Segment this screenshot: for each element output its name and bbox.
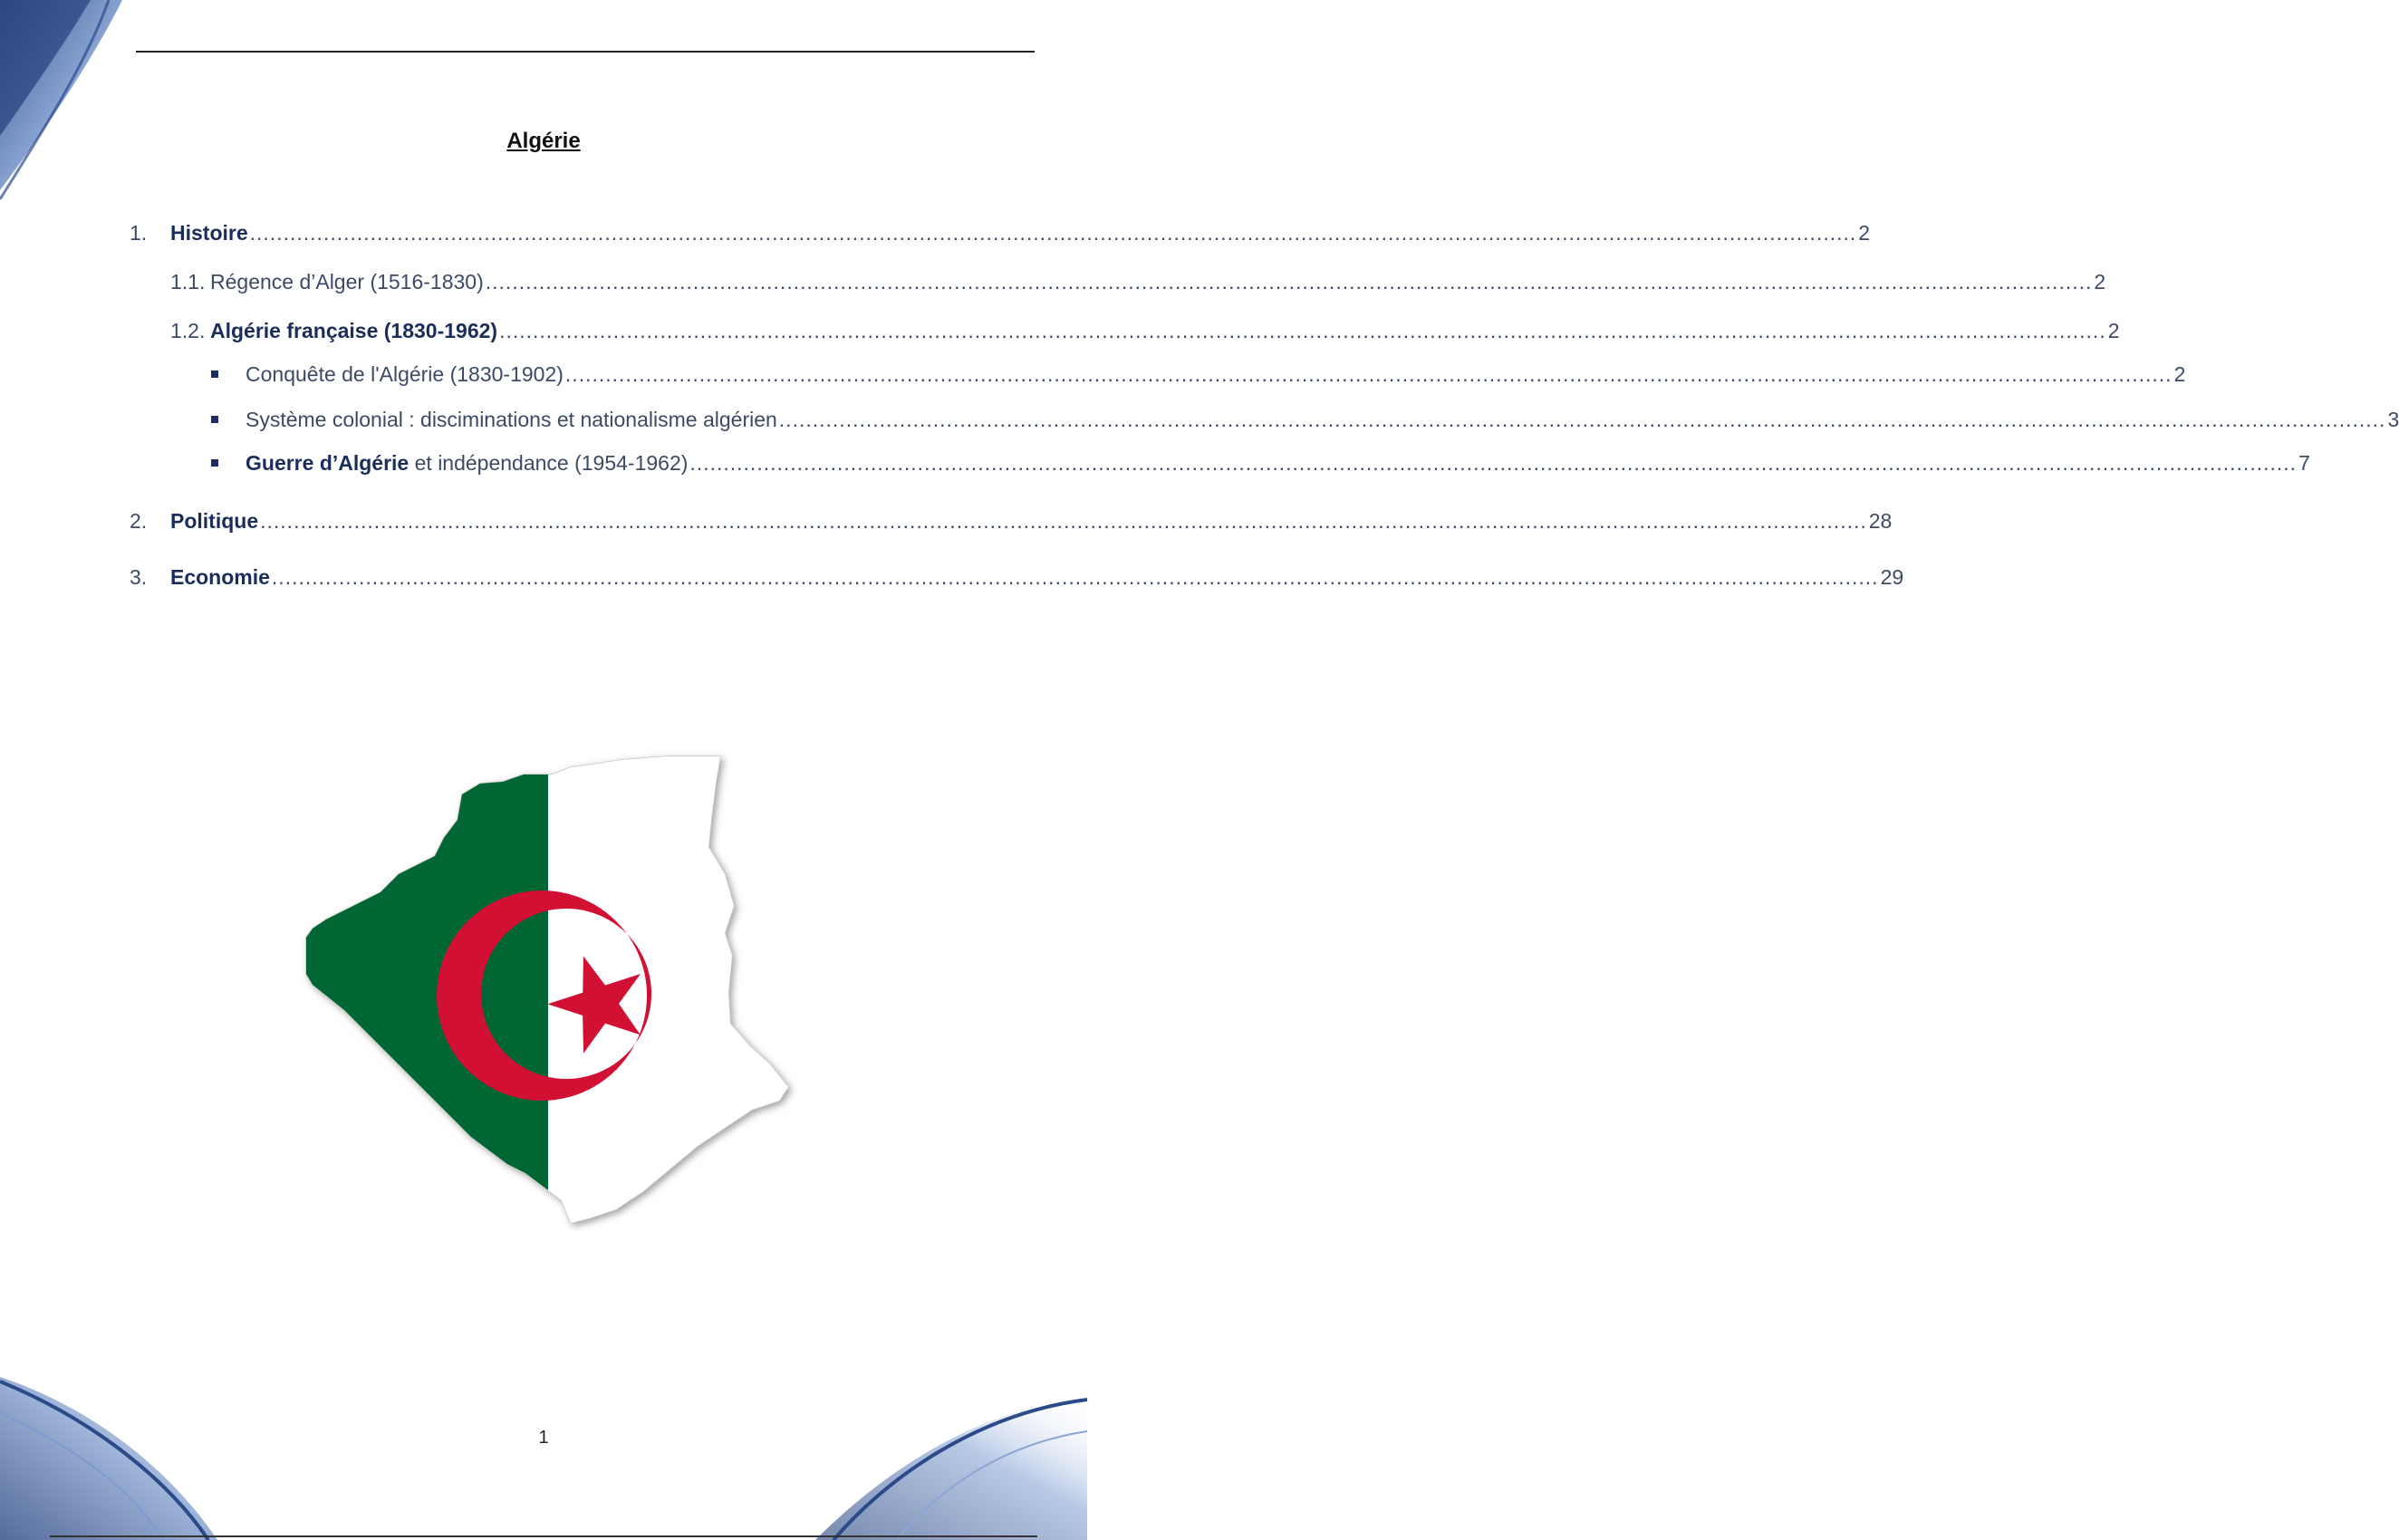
toc-label: Histoire bbox=[170, 221, 248, 245]
algeria-flag-map bbox=[299, 747, 806, 1255]
toc-number: 1. bbox=[130, 221, 148, 245]
toc-page-number: 2 bbox=[2094, 270, 2106, 294]
page-number: 1 bbox=[538, 1428, 549, 1448]
toc-entry-systeme-colonial[interactable] bbox=[211, 406, 2399, 433]
toc-page-number: 2 bbox=[2107, 319, 2120, 342]
toc-entry-guerre[interactable] bbox=[211, 449, 2310, 476]
toc-entry-economie[interactable] bbox=[130, 563, 1904, 591]
toc-leader: ................................................................................................................................................................................................................................................ bbox=[689, 451, 2298, 475]
toc-page-number: 29 bbox=[1880, 565, 1904, 589]
toc-label: Economie bbox=[170, 565, 270, 589]
toc-label: Régence d’Alger (1516-1830) bbox=[210, 270, 484, 294]
flag-green-band bbox=[299, 747, 548, 1255]
toc-leader: ................................................................................................................................................................................................................................................ bbox=[778, 408, 2386, 431]
bottom-right-swoosh bbox=[815, 1395, 1087, 1540]
toc-leader: ................................................................................................................................................................................................................................................ bbox=[564, 362, 2173, 386]
toc-page-number: 3 bbox=[2387, 408, 2399, 431]
bullet-icon bbox=[211, 371, 218, 378]
toc-number: 2. bbox=[130, 509, 148, 533]
toc-entry-algerie-francaise[interactable] bbox=[170, 317, 2120, 344]
toc-entry-conquete[interactable] bbox=[211, 361, 2186, 388]
toc-number: 1.1. bbox=[170, 270, 206, 294]
toc-label: Système colonial : disciminations et nationalisme algérien bbox=[246, 408, 777, 431]
toc-label: Algérie française (1830-1962) bbox=[210, 319, 498, 342]
toc-label: et indépendance (1954-1962) bbox=[409, 451, 689, 475]
toc-leader: ................................................................................................................................................................................................................................................ bbox=[260, 509, 1867, 533]
toc-leader: ................................................................................................................................................................................................................................................ bbox=[249, 221, 1857, 245]
toc-label: Politique bbox=[170, 509, 259, 533]
toc-page-number: 2 bbox=[2173, 362, 2186, 386]
toc-entry-regence[interactable] bbox=[170, 268, 2106, 295]
toc-leader: ................................................................................................................................................................................................................................................ bbox=[485, 270, 2093, 294]
bullet-icon bbox=[211, 459, 218, 467]
toc-entry-politique[interactable] bbox=[130, 507, 1893, 534]
toc-label-bold: Guerre d’Algérie bbox=[246, 451, 409, 475]
top-left-swoosh bbox=[0, 0, 122, 190]
algeria-map-image bbox=[299, 747, 806, 1255]
header-rule bbox=[136, 51, 1035, 53]
toc-number: 3. bbox=[130, 565, 148, 589]
toc-page-number: 28 bbox=[1868, 509, 1893, 533]
bottom-left-swoosh bbox=[0, 1377, 217, 1540]
page-title: Algérie bbox=[506, 129, 581, 153]
bullet-icon bbox=[211, 416, 218, 423]
toc-leader: ................................................................................................................................................................................................................................................ bbox=[499, 319, 2106, 342]
toc-leader: ................................................................................................................................................................................................................................................ bbox=[271, 565, 1879, 589]
toc-label: Conquête de l'Algérie (1830-1902) bbox=[246, 362, 564, 386]
toc-entry-histoire[interactable] bbox=[130, 219, 1871, 246]
toc-page-number: 2 bbox=[1858, 221, 1871, 245]
footer-rule bbox=[50, 1535, 1037, 1537]
toc-page-number: 7 bbox=[2298, 451, 2310, 475]
toc-number: 1.2. bbox=[170, 319, 206, 342]
